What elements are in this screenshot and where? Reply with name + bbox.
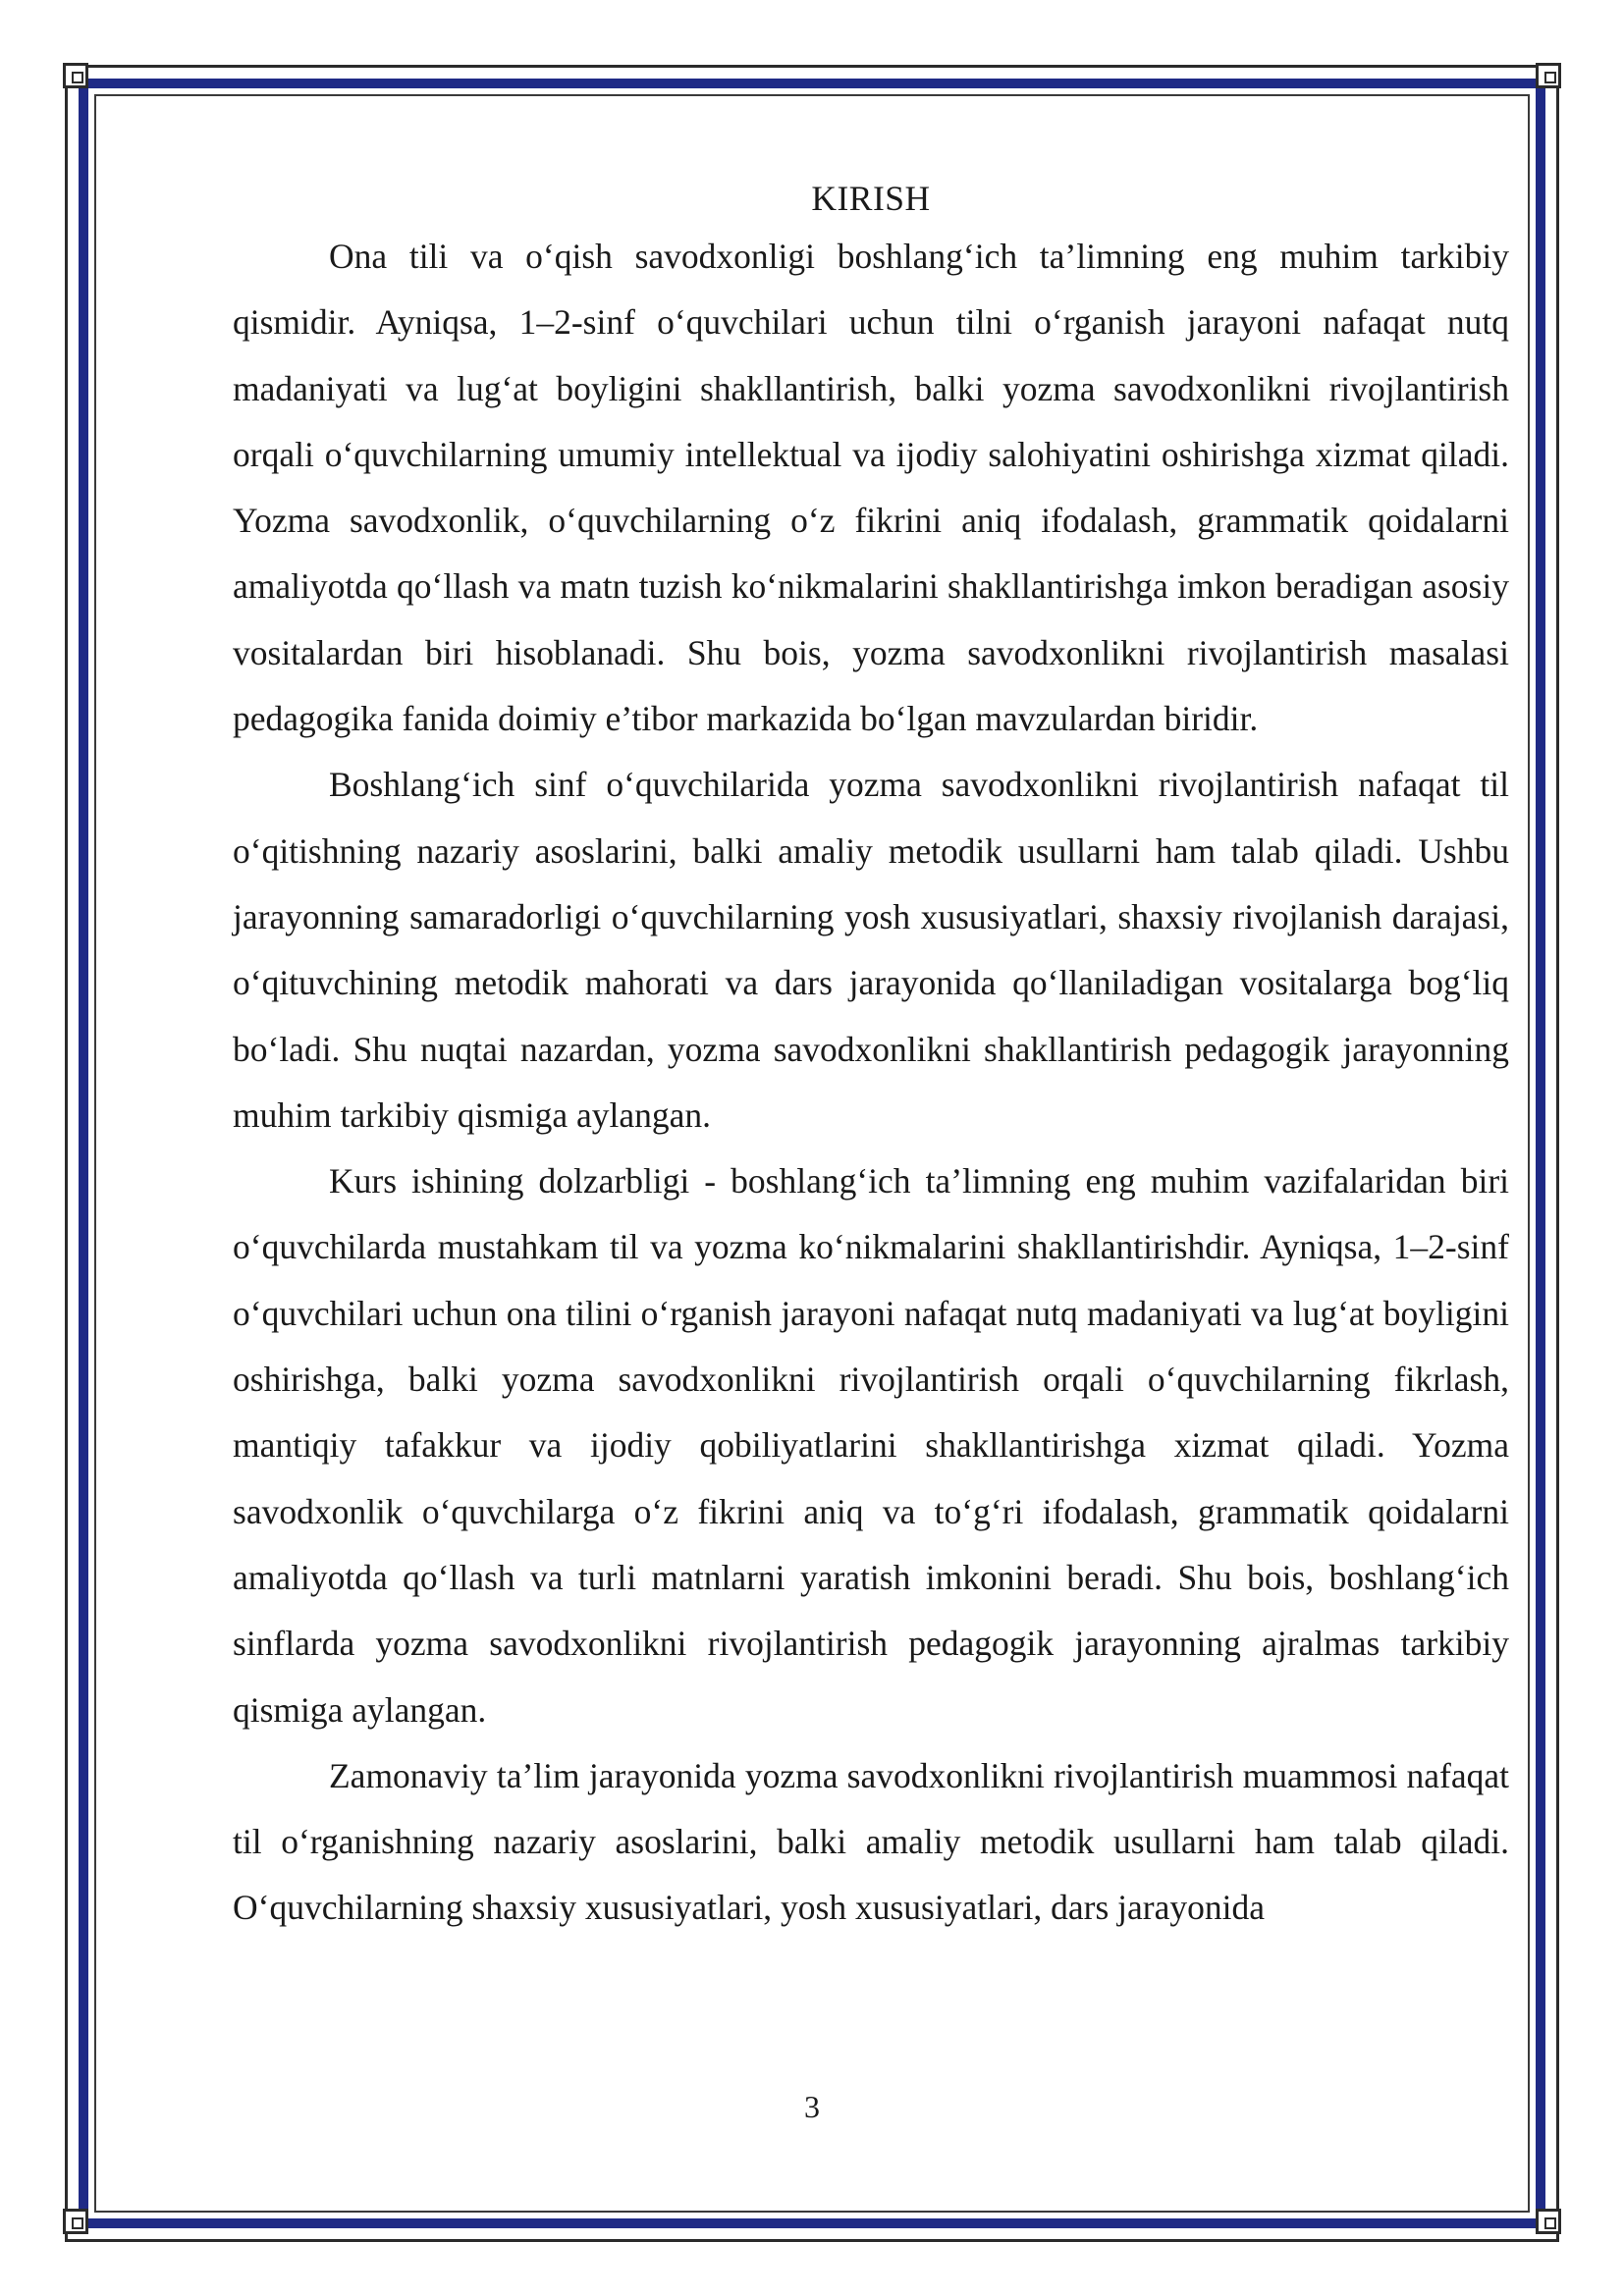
paragraph: Zamonaviy ta’lim jarayonida yozma savodxonlikni rivojlantirish muammosi nafaqat til o‘rganishning nazariy asoslarini, balki amaliy metodik usullarni ham talab qiladi. O‘quvchilarning shaxsiy xususiyatlari, yosh xususiyatlari, dars jarayonida (233, 1755, 1509, 1928)
paragraph: Ona tili va o‘qish savodxonligi boshlang‘ich ta’limning eng muhim tarkibiy qismidir. Ayniqsa, 1–2-sinf o‘quvchilari uchun tilni o‘rganish jarayoni nafaqat nutq madaniyati va lug‘at boyligini shakllantirish, balki yozma savodxonlikni rivojlantirish orqali o‘quvchilarning umumiy intellektual va ijodiy salohiyatini oshirishga xizmat qiladi. Yozma savodxonlik, o‘quvchilarning o‘z fikrini aniq ifodalash, grammatik qoidalarni amaliyotda qo‘llash va matn tuzish ko‘nikmalarini shakllantirishga imkon beradigan asosiy vositalardan biri hisoblanadi. Shu bois, yozma savodxonlikni rivojlantirish masalasi pedagogika fanida doimiy e’tibor markazida bo‘lgan mavzulardan biridir. (233, 237, 1509, 739)
corner-ornament (1536, 63, 1561, 88)
section-title: KIRISH (811, 179, 931, 218)
corner-ornament (1536, 2209, 1561, 2234)
paragraph: Kurs ishining dolzarbligi - boshlang‘ich ta’limning eng muhim vazifalaridan biri o‘quvchilarda mustahkam til va yozma ko‘nikmalarini shakllantirishdir. Ayniqsa, 1–2-sinf o‘quvchilari uchun ona tilini o‘rganish jarayoni nafaqat nutq madaniyati va lug‘at boyligini oshirishga, balki yozma savodxonlikni rivojlantirish orqali o‘quvchilarning fikrlash, mantiqiy tafakkur va ijodiy qobiliyatlarini shakllantirishga xizmat qiladi. Yozma savodxonlik o‘quvchilarga o‘z fikrini aniq va to‘g‘ri ifodalash, grammatik qoidalarni amaliyotda qo‘llash va turli matnlarni yaratish imkonini beradi. Shu bois, boshlang‘ich sinflarda yozma savodxonlikni rivojlantirish pedagogik jarayonning ajralmas tarkibiy qismiga aylangan. (233, 1161, 1509, 1730)
page-content (233, 173, 1509, 1942)
corner-ornament (63, 2209, 88, 2234)
page-number: 3 (804, 2089, 820, 2124)
paragraph: Boshlang‘ich sinf o‘quvchilarida yozma savodxonlikni rivojlantirish nafaqat til o‘qitishning nazariy asoslarini, balki amaliy metodik usullarni ham talab qiladi. Ushbu jarayonning samaradorligi o‘quvchilarning yosh xususiyatlari, shaxsiy rivojlanish darajasi, o‘qituvchining metodik mahorati va dars jarayonida qo‘llaniladigan vositalarga bog‘liq bo‘ladi. Shu nuqtai nazardan, yozma savodxonlikni shakllantirish pedagogik jarayonning muhim tarkibiy qismiga aylangan. (233, 765, 1509, 1135)
corner-ornament (63, 63, 88, 88)
